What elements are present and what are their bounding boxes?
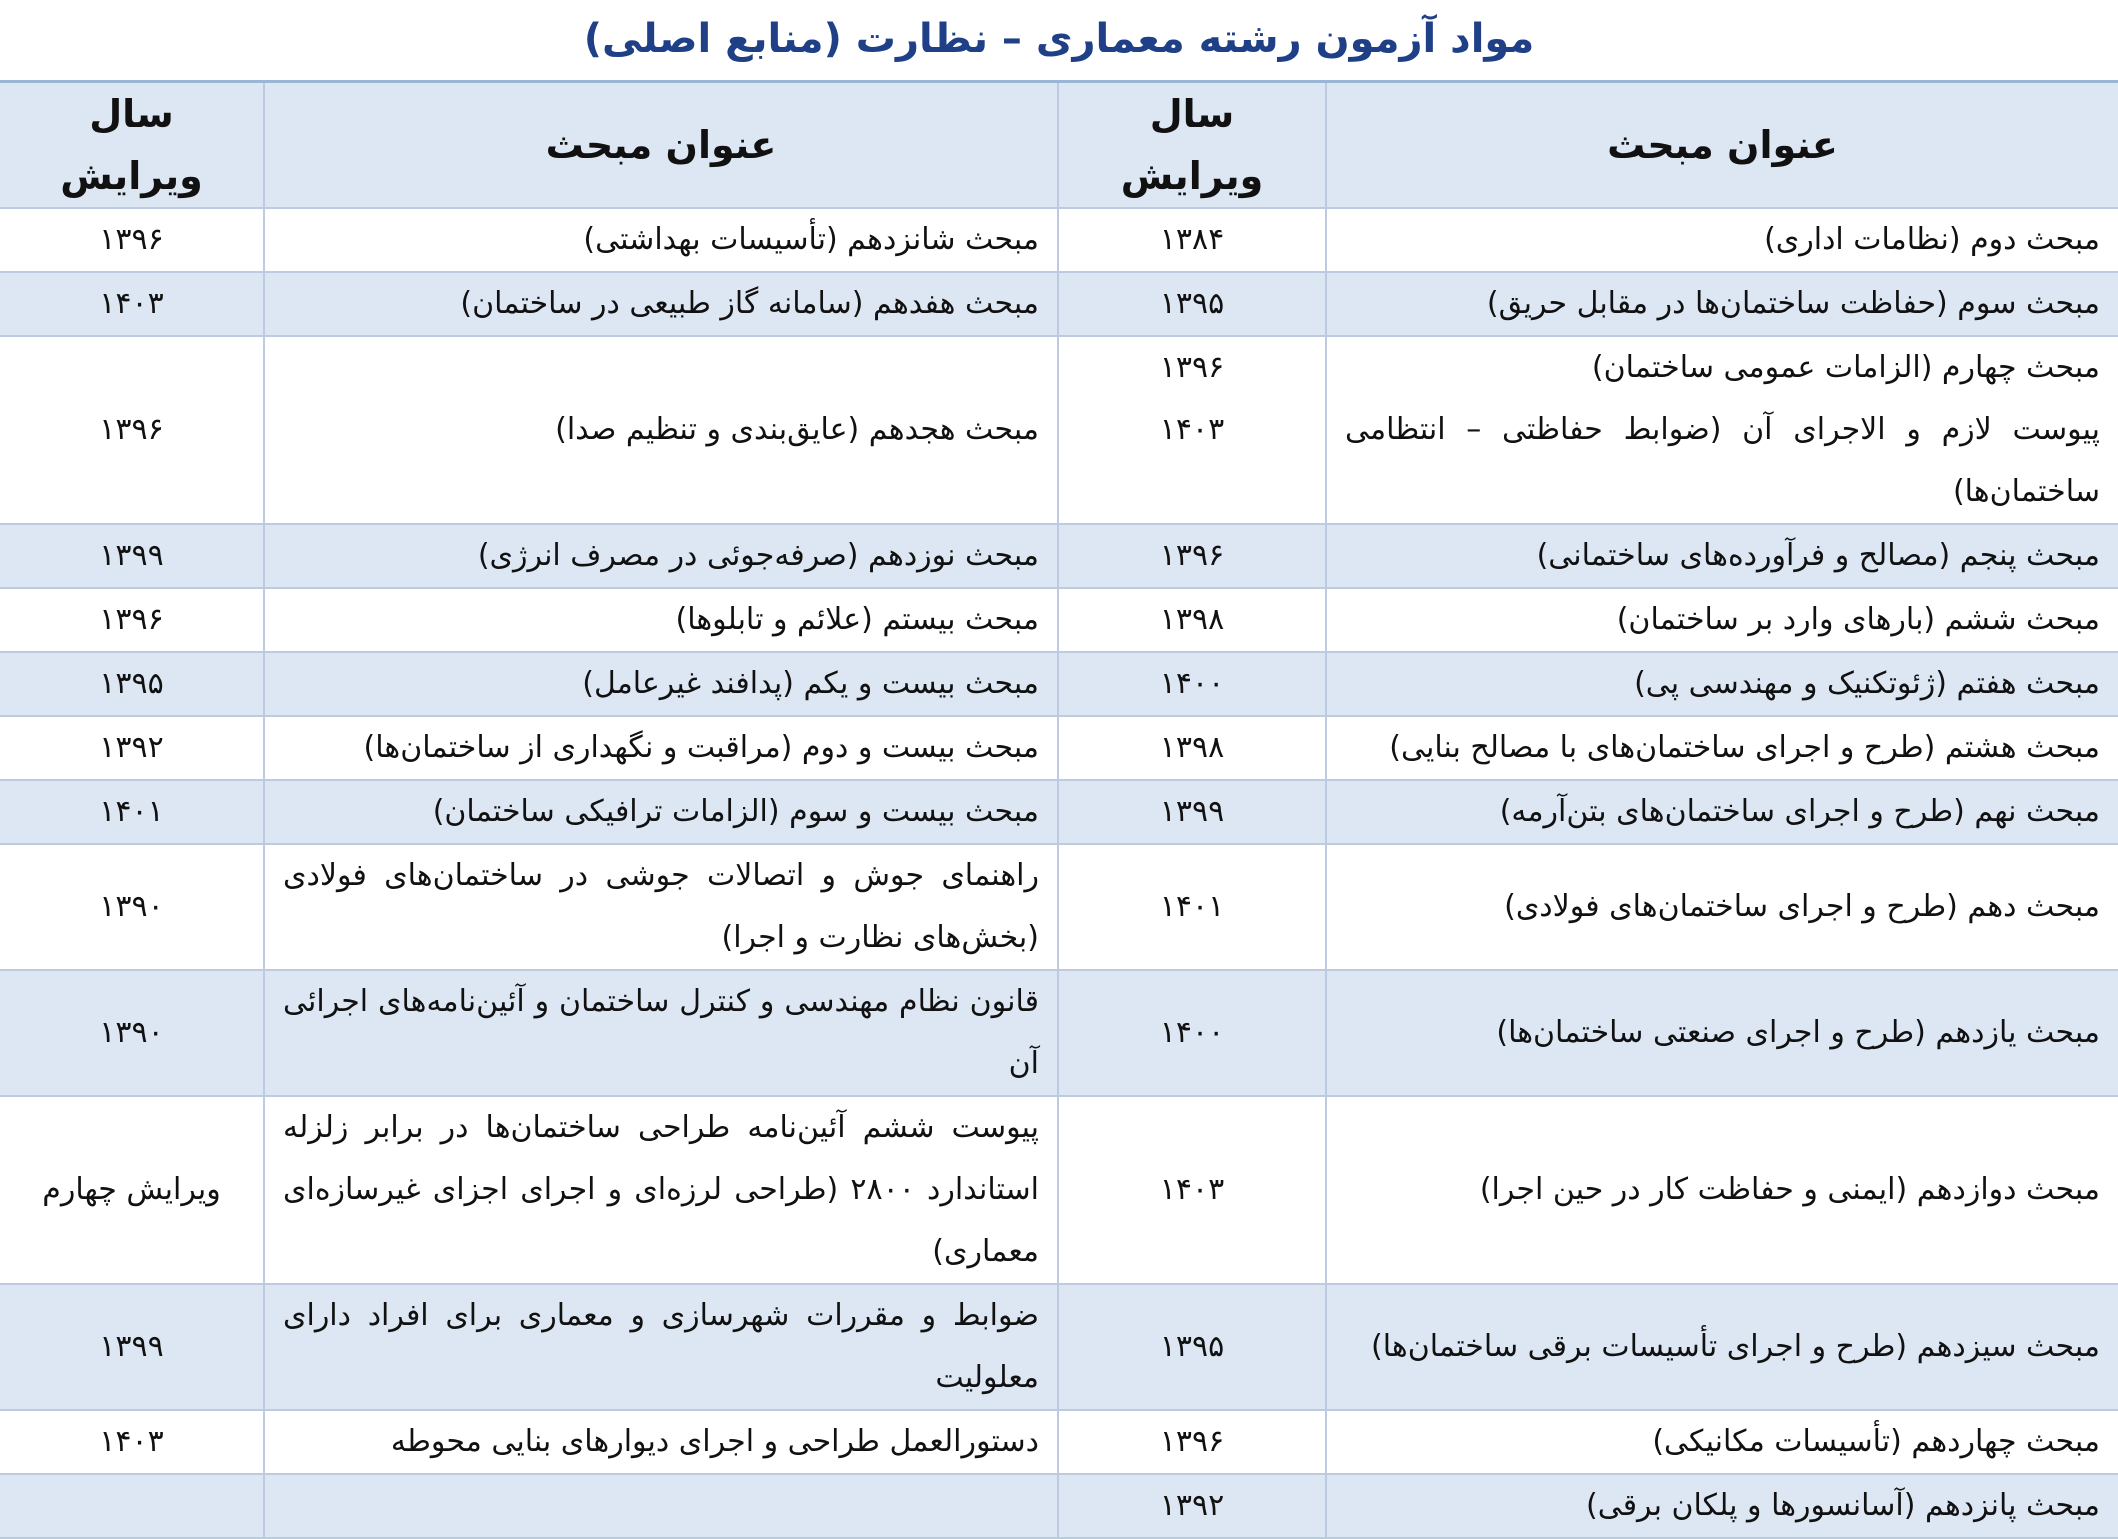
year-cell: ۱۳۹۸ (1058, 716, 1326, 780)
year-cell: ۱۳۹۹ (0, 1284, 264, 1410)
year-cell: ۱۴۰۱ (0, 780, 264, 844)
table-row (0, 1284, 2118, 1410)
topic-cell: مبحث بیست و یکم (پدافند غیرعامل) (264, 652, 1058, 716)
topic-cell: قانون نظام مهندسی و کنترل ساختمان و آئین‌نامه‌های اجرائی آن (264, 970, 1058, 1096)
table-row (0, 716, 2118, 780)
table-row (0, 588, 2118, 652)
year-cell: ویرایش چهارم (0, 1096, 264, 1284)
year-cell: ۱۳۹۶ (0, 208, 264, 272)
topic-cell: مبحث هفتم (ژئوتکنیک و مهندسی پی) (1326, 652, 2118, 716)
year-cell: ۱۳۹۶ (0, 336, 264, 524)
topic-cell: مبحث بیست و دوم (مراقبت و نگهداری از ساختمان‌ها) (264, 716, 1058, 780)
topic-line: پیوست لازم و الاجرای آن (ضوابط حفاظتی – انتظامی ساختمان‌ها) (1345, 412, 2100, 509)
topic-cell: مبحث نوزدهم (صرفه‌جوئی در مصرف انرژی) (264, 524, 1058, 588)
table-row (0, 1096, 2118, 1284)
topic-cell (264, 1474, 1058, 1538)
topic-cell: مبحث دهم (طرح و اجرای ساختمان‌های فولادی) (1326, 844, 2118, 970)
year-cell (1058, 336, 1326, 524)
header-year-left: سال ویرایش (0, 82, 264, 209)
topic-cell: مبحث بیستم (علائم و تابلوها) (264, 588, 1058, 652)
topic-cell: مبحث ششم (بارهای وارد بر ساختمان) (1326, 588, 2118, 652)
year-cell: ۱۳۹۶ (1058, 1410, 1326, 1474)
topic-cell: دستورالعمل طراحی و اجرای دیوارهای بنایی محوطه (264, 1410, 1058, 1474)
topic-cell: مبحث سوم (حفاظت ساختمان‌ها در مقابل حریق) (1326, 272, 2118, 336)
year-cell: ۱۴۰۰ (1058, 652, 1326, 716)
table-row (0, 272, 2118, 336)
topic-cell: مبحث نهم (طرح و اجرای ساختمان‌های بتن‌آرمه) (1326, 780, 2118, 844)
topic-cell: ضوابط و مقررات شهرسازی و معماری برای افراد دارای معلولیت (264, 1284, 1058, 1410)
year-cell: ۱۴۰۳ (0, 272, 264, 336)
year-cell: ۱۳۸۴ (1058, 208, 1326, 272)
table-row (0, 208, 2118, 272)
table-row (0, 780, 2118, 844)
topic-cell: مبحث دوازدهم (ایمنی و حفاظت کار در حین اجرا) (1326, 1096, 2118, 1284)
table-row (0, 970, 2118, 1096)
page-title: مواد آزمون رشته معماری – نظارت (منابع اصلی) (583, 16, 1535, 62)
table-row (0, 1474, 2118, 1538)
year-cell: ۱۳۹۵ (0, 652, 264, 716)
topic-cell (1326, 336, 2118, 524)
year-cell: ۱۳۹۰ (0, 970, 264, 1096)
year-line: ۱۳۹۶ (1159, 350, 1225, 385)
year-cell: ۱۳۹۶ (0, 588, 264, 652)
header-year-right: سال ویرایش (1058, 82, 1326, 209)
year-cell: ۱۴۰۱ (1058, 844, 1326, 970)
year-cell: ۱۳۹۹ (0, 524, 264, 588)
table-row (0, 652, 2118, 716)
year-cell: ۱۴۰۳ (1058, 1096, 1326, 1284)
year-line: ۱۴۰۳ (1159, 412, 1225, 447)
table-header-row (0, 82, 2118, 209)
topic-cell: مبحث هفدهم (سامانه گاز طبیعی در ساختمان) (264, 272, 1058, 336)
topic-cell: مبحث دوم (نظامات اداری) (1326, 208, 2118, 272)
topic-cell: مبحث چهاردهم (تأسیسات مکانیکی) (1326, 1410, 2118, 1474)
year-cell: ۱۳۹۵ (1058, 272, 1326, 336)
header-topic-right: عنوان مبحث (1326, 82, 2118, 209)
year-cell: ۱۳۹۲ (1058, 1474, 1326, 1538)
topic-cell: مبحث پانزدهم (آسانسورها و پلکان برقی) (1326, 1474, 2118, 1538)
year-cell: ۱۳۹۶ (1058, 524, 1326, 588)
table-row (0, 1410, 2118, 1474)
topic-cell: راهنمای جوش و اتصالات جوشی در ساختمان‌های فولادی (بخش‌های نظارت و اجرا) (264, 844, 1058, 970)
topic-cell: مبحث یازدهم (طرح و اجرای صنعتی ساختمان‌ها) (1326, 970, 2118, 1096)
table-row (0, 336, 2118, 524)
year-cell: ۱۴۰۰ (1058, 970, 1326, 1096)
year-cell: ۱۳۹۵ (1058, 1284, 1326, 1410)
topic-cell: مبحث سیزدهم (طرح و اجرای تأسیسات برقی ساختمان‌ها) (1326, 1284, 2118, 1410)
topic-cell: مبحث پنجم (مصالح و فرآورده‌های ساختمانی) (1326, 524, 2118, 588)
topic-cell: مبحث هشتم (طرح و اجرای ساختمان‌های با مصالح بنایی) (1326, 716, 2118, 780)
topic-line: مبحث چهارم (الزامات عمومی ساختمان) (1591, 350, 2100, 385)
table-row (0, 524, 2118, 588)
exam-materials-table (0, 80, 2118, 1539)
year-cell: ۱۳۹۲ (0, 716, 264, 780)
year-cell: ۱۴۰۳ (0, 1410, 264, 1474)
topic-cell: مبحث هجدهم (عایق‌بندی و تنظیم صدا) (264, 336, 1058, 524)
year-cell: ۱۳۹۸ (1058, 588, 1326, 652)
year-cell: ۱۳۹۹ (1058, 780, 1326, 844)
topic-cell: پیوست ششم آئین‌نامه طراحی ساختمان‌ها در برابر زلزله استاندارد ۲۸۰۰ (طراحی لرزه‌ای و اجرای اجزای غیرسازه‌ای معماری) (264, 1096, 1058, 1284)
table-row (0, 844, 2118, 970)
topic-cell: مبحث بیست و سوم (الزامات ترافیکی ساختمان) (264, 780, 1058, 844)
topic-cell: مبحث شانزدهم (تأسیسات بهداشتی) (264, 208, 1058, 272)
year-cell (0, 1474, 264, 1538)
year-cell: ۱۳۹۰ (0, 844, 264, 970)
header-topic-left: عنوان مبحث (264, 82, 1058, 209)
